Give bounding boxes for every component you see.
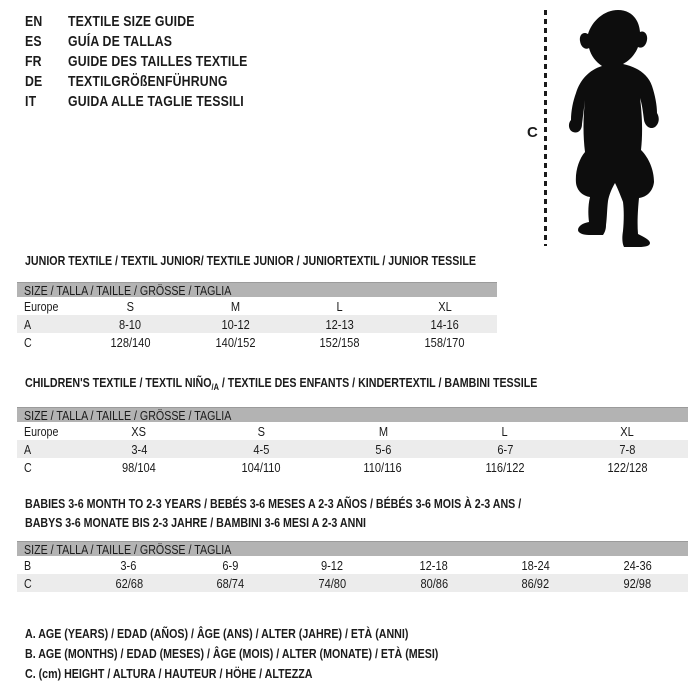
- table-row-age-months: [17, 556, 688, 574]
- table-row-europe: [17, 422, 688, 440]
- value-cell: 62/68: [115, 575, 143, 591]
- row-label: A: [24, 441, 32, 457]
- babies-section-title-line1: BABIES 3-6 MONTH TO 2-3 YEARS / BEBÉS 3-6 MESES A 2-3 AÑOS / BÉBÉS 3-6 MOIS À 2-3 ANS /: [25, 496, 522, 511]
- language-code: DE: [25, 73, 43, 90]
- table-row-age-years: [17, 440, 688, 458]
- row-label: B: [24, 557, 32, 573]
- value-cell: 80/86: [420, 575, 448, 591]
- value-cell: 110/116: [363, 459, 403, 475]
- language-code: FR: [25, 53, 42, 70]
- size-cell: M: [230, 298, 240, 314]
- value-cell: 12-18: [419, 557, 448, 573]
- babies-size-table: [17, 541, 688, 592]
- footnote-c: C. (cm) HEIGHT / ALTURA / HAUTEUR / HÖHE / ALTEZZA: [25, 666, 313, 681]
- value-cell: 18-24: [521, 557, 550, 573]
- value-cell: 68/74: [216, 575, 245, 591]
- table-row-europe: [17, 297, 497, 315]
- value-cell: 104/110: [241, 459, 281, 475]
- value-cell: 116/122: [485, 459, 525, 475]
- size-header-bar: SIZE / TALLA / TAILLE / GRÖSSE / TAGLIA: [17, 541, 688, 556]
- value-cell: 86/92: [521, 575, 550, 591]
- value-cell: 3-6: [120, 557, 137, 573]
- row-label: Europe: [24, 298, 59, 314]
- value-cell: 7-8: [619, 441, 635, 457]
- language-row-it: [25, 92, 287, 112]
- value-cell: 5-6: [375, 441, 391, 457]
- table-row-height-cm: [17, 333, 497, 351]
- size-cell: XS: [131, 423, 147, 439]
- value-cell: 6-9: [222, 557, 239, 573]
- size-cell: S: [126, 298, 135, 314]
- value-cell: 152/158: [319, 334, 360, 350]
- babies-section-title-line2: BABYS 3-6 MONATE BIS 2-3 JAHRE / BAMBINI 3-6 MESI A 2-3 ANNI: [25, 515, 366, 530]
- language-row-es: [25, 32, 287, 52]
- value-cell: 3-4: [131, 441, 147, 457]
- language-row-de: [25, 72, 287, 92]
- language-code: EN: [25, 13, 43, 30]
- children-section-title: CHILDREN'S TEXTILE / TEXTIL $NIÑO_{/A}$ / TEXTILE DES ENFANTS / KINDERTEXTIL / BAMBINI TESSILE: [25, 375, 538, 392]
- language-label: GUIDA ALLE TAGLIE TESSILI: [68, 93, 244, 110]
- table-row-height-cm: [17, 574, 688, 592]
- height-marker-label: C: [527, 124, 538, 141]
- children-size-table: [17, 407, 688, 476]
- size-header-bar: SIZE / TALLA / TAILLE / GRÖSSE / TAGLIA: [17, 407, 688, 422]
- junior-section-title: JUNIOR TEXTILE / TEXTIL JUNIOR/ TEXTILE JUNIOR / JUNIORTEXTIL / JUNIOR TESSILE: [25, 253, 476, 268]
- nino-a-subscript: /A: [211, 382, 219, 392]
- value-cell: 92/98: [623, 575, 652, 591]
- value-cell: 74/80: [318, 575, 347, 591]
- value-cell: 4-5: [253, 441, 269, 457]
- value-cell: 128/140: [110, 334, 151, 350]
- language-code: IT: [25, 93, 37, 110]
- value-cell: 9-12: [321, 557, 344, 573]
- footnote-a: A. AGE (YEARS) / EDAD (AÑOS) / ÂGE (ANS) / ALTER (JAHRE) / ETÀ (ANNI): [25, 626, 409, 641]
- size-cell: L: [501, 423, 509, 439]
- row-label: Europe: [24, 423, 59, 439]
- table-row-age-years: [17, 315, 497, 333]
- value-cell: 98/104: [122, 459, 156, 475]
- row-label: A: [24, 316, 32, 332]
- row-label: C: [24, 459, 32, 475]
- size-cell: XL: [620, 423, 634, 439]
- value-cell: 10-12: [220, 316, 250, 332]
- language-row-en: [25, 12, 287, 32]
- language-list: [25, 12, 287, 112]
- language-code: ES: [25, 33, 42, 50]
- table-row-height-cm: [17, 458, 688, 476]
- footnote-b: B. AGE (MONTHS) / EDAD (MESES) / ÂGE (MOIS) / ALTER (MONATE) / ETÀ (MESI): [25, 646, 439, 661]
- value-cell: 12-13: [325, 316, 355, 332]
- size-cell: L: [336, 298, 343, 314]
- value-cell: 140/152: [215, 334, 256, 350]
- value-cell: 6-7: [497, 441, 513, 457]
- language-label: GUIDE DES TAILLES TEXTILE: [68, 53, 248, 70]
- language-label: TEXTILGRÖßENFÜHRUNG: [68, 73, 228, 90]
- size-header-bar: SIZE / TALLA / TAILLE / GRÖSSE / TAGLIA: [17, 282, 497, 297]
- language-label: TEXTILE SIZE GUIDE: [68, 13, 195, 30]
- size-cell: M: [378, 423, 388, 439]
- value-cell: 24-36: [623, 557, 652, 573]
- size-cell: XL: [437, 298, 452, 314]
- toddler-silhouette-icon: [560, 8, 672, 248]
- row-label: C: [24, 334, 32, 350]
- row-label: C: [24, 575, 32, 591]
- value-cell: 8-10: [119, 316, 142, 332]
- value-cell: 158/170: [424, 334, 465, 350]
- language-label: GUÍA DE TALLAS: [68, 33, 173, 50]
- value-cell: 14-16: [430, 316, 459, 332]
- value-cell: 122/128: [607, 459, 647, 475]
- language-row-fr: [25, 52, 287, 72]
- height-dashed-line: [544, 10, 547, 246]
- junior-size-table: [17, 282, 497, 351]
- size-cell: S: [257, 423, 265, 439]
